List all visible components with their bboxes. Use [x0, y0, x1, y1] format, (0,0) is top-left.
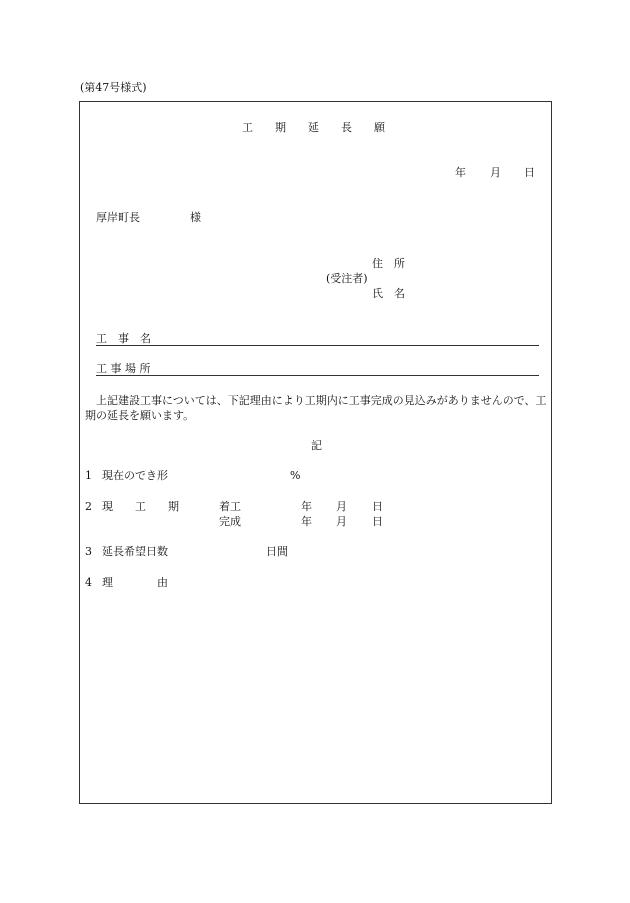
work-place-label: 工 事 場 所 [96, 362, 151, 375]
applicant-name-label: 氏 名 [372, 287, 405, 300]
period-start-label: 着工 [219, 500, 241, 513]
title-char: 期 [275, 121, 286, 134]
form-title [242, 122, 385, 133]
extension-label: 延長希望日数 [102, 545, 168, 558]
work-name-line[interactable] [96, 332, 539, 346]
period-end-label: 完成 [219, 515, 241, 528]
item-3-number: 3 [85, 545, 92, 558]
item-2-number: 2 [85, 500, 92, 513]
end-year-label: 年 [301, 515, 312, 528]
addressee-honorific: 様 [190, 211, 201, 224]
period-label: 現 工 期 [102, 500, 179, 513]
ki-heading: 記 [311, 439, 322, 452]
item-4-number: 4 [85, 576, 92, 589]
end-day-label: 日 [372, 515, 383, 528]
item-1-number: 1 [85, 469, 92, 482]
extension-unit: 日間 [266, 545, 288, 558]
applicant-role-label: (受注者) [326, 272, 368, 285]
title-char: 長 [341, 121, 352, 134]
title-char: 延 [308, 121, 319, 134]
form-frame [79, 101, 552, 804]
work-place-line[interactable] [96, 362, 539, 376]
reason-label: 理 由 [102, 576, 168, 589]
start-year-label: 年 [301, 500, 312, 513]
applicant-address-label: 住 所 [372, 257, 405, 270]
addressee-name: 厚岸町長 [96, 211, 140, 224]
work-name-label: 工 事 名 [96, 332, 151, 345]
start-month-label: 月 [336, 500, 347, 513]
date-year-label: 年 [455, 166, 466, 179]
start-day-label: 日 [372, 500, 383, 513]
date-month-label: 月 [490, 166, 501, 179]
title-char: 工 [242, 121, 253, 134]
title-char: 願 [374, 121, 385, 134]
date-day-label: 日 [524, 166, 535, 179]
end-month-label: 月 [336, 515, 347, 528]
request-body-text: 上記建設工事については、下記理由により工期内に工事完成の見込みがありませんので、工期の延長を願います。 [85, 394, 547, 422]
progress-unit: % [290, 469, 301, 482]
form-number: (第47号様式) [80, 81, 147, 94]
progress-label: 現在のでき形 [102, 469, 168, 482]
